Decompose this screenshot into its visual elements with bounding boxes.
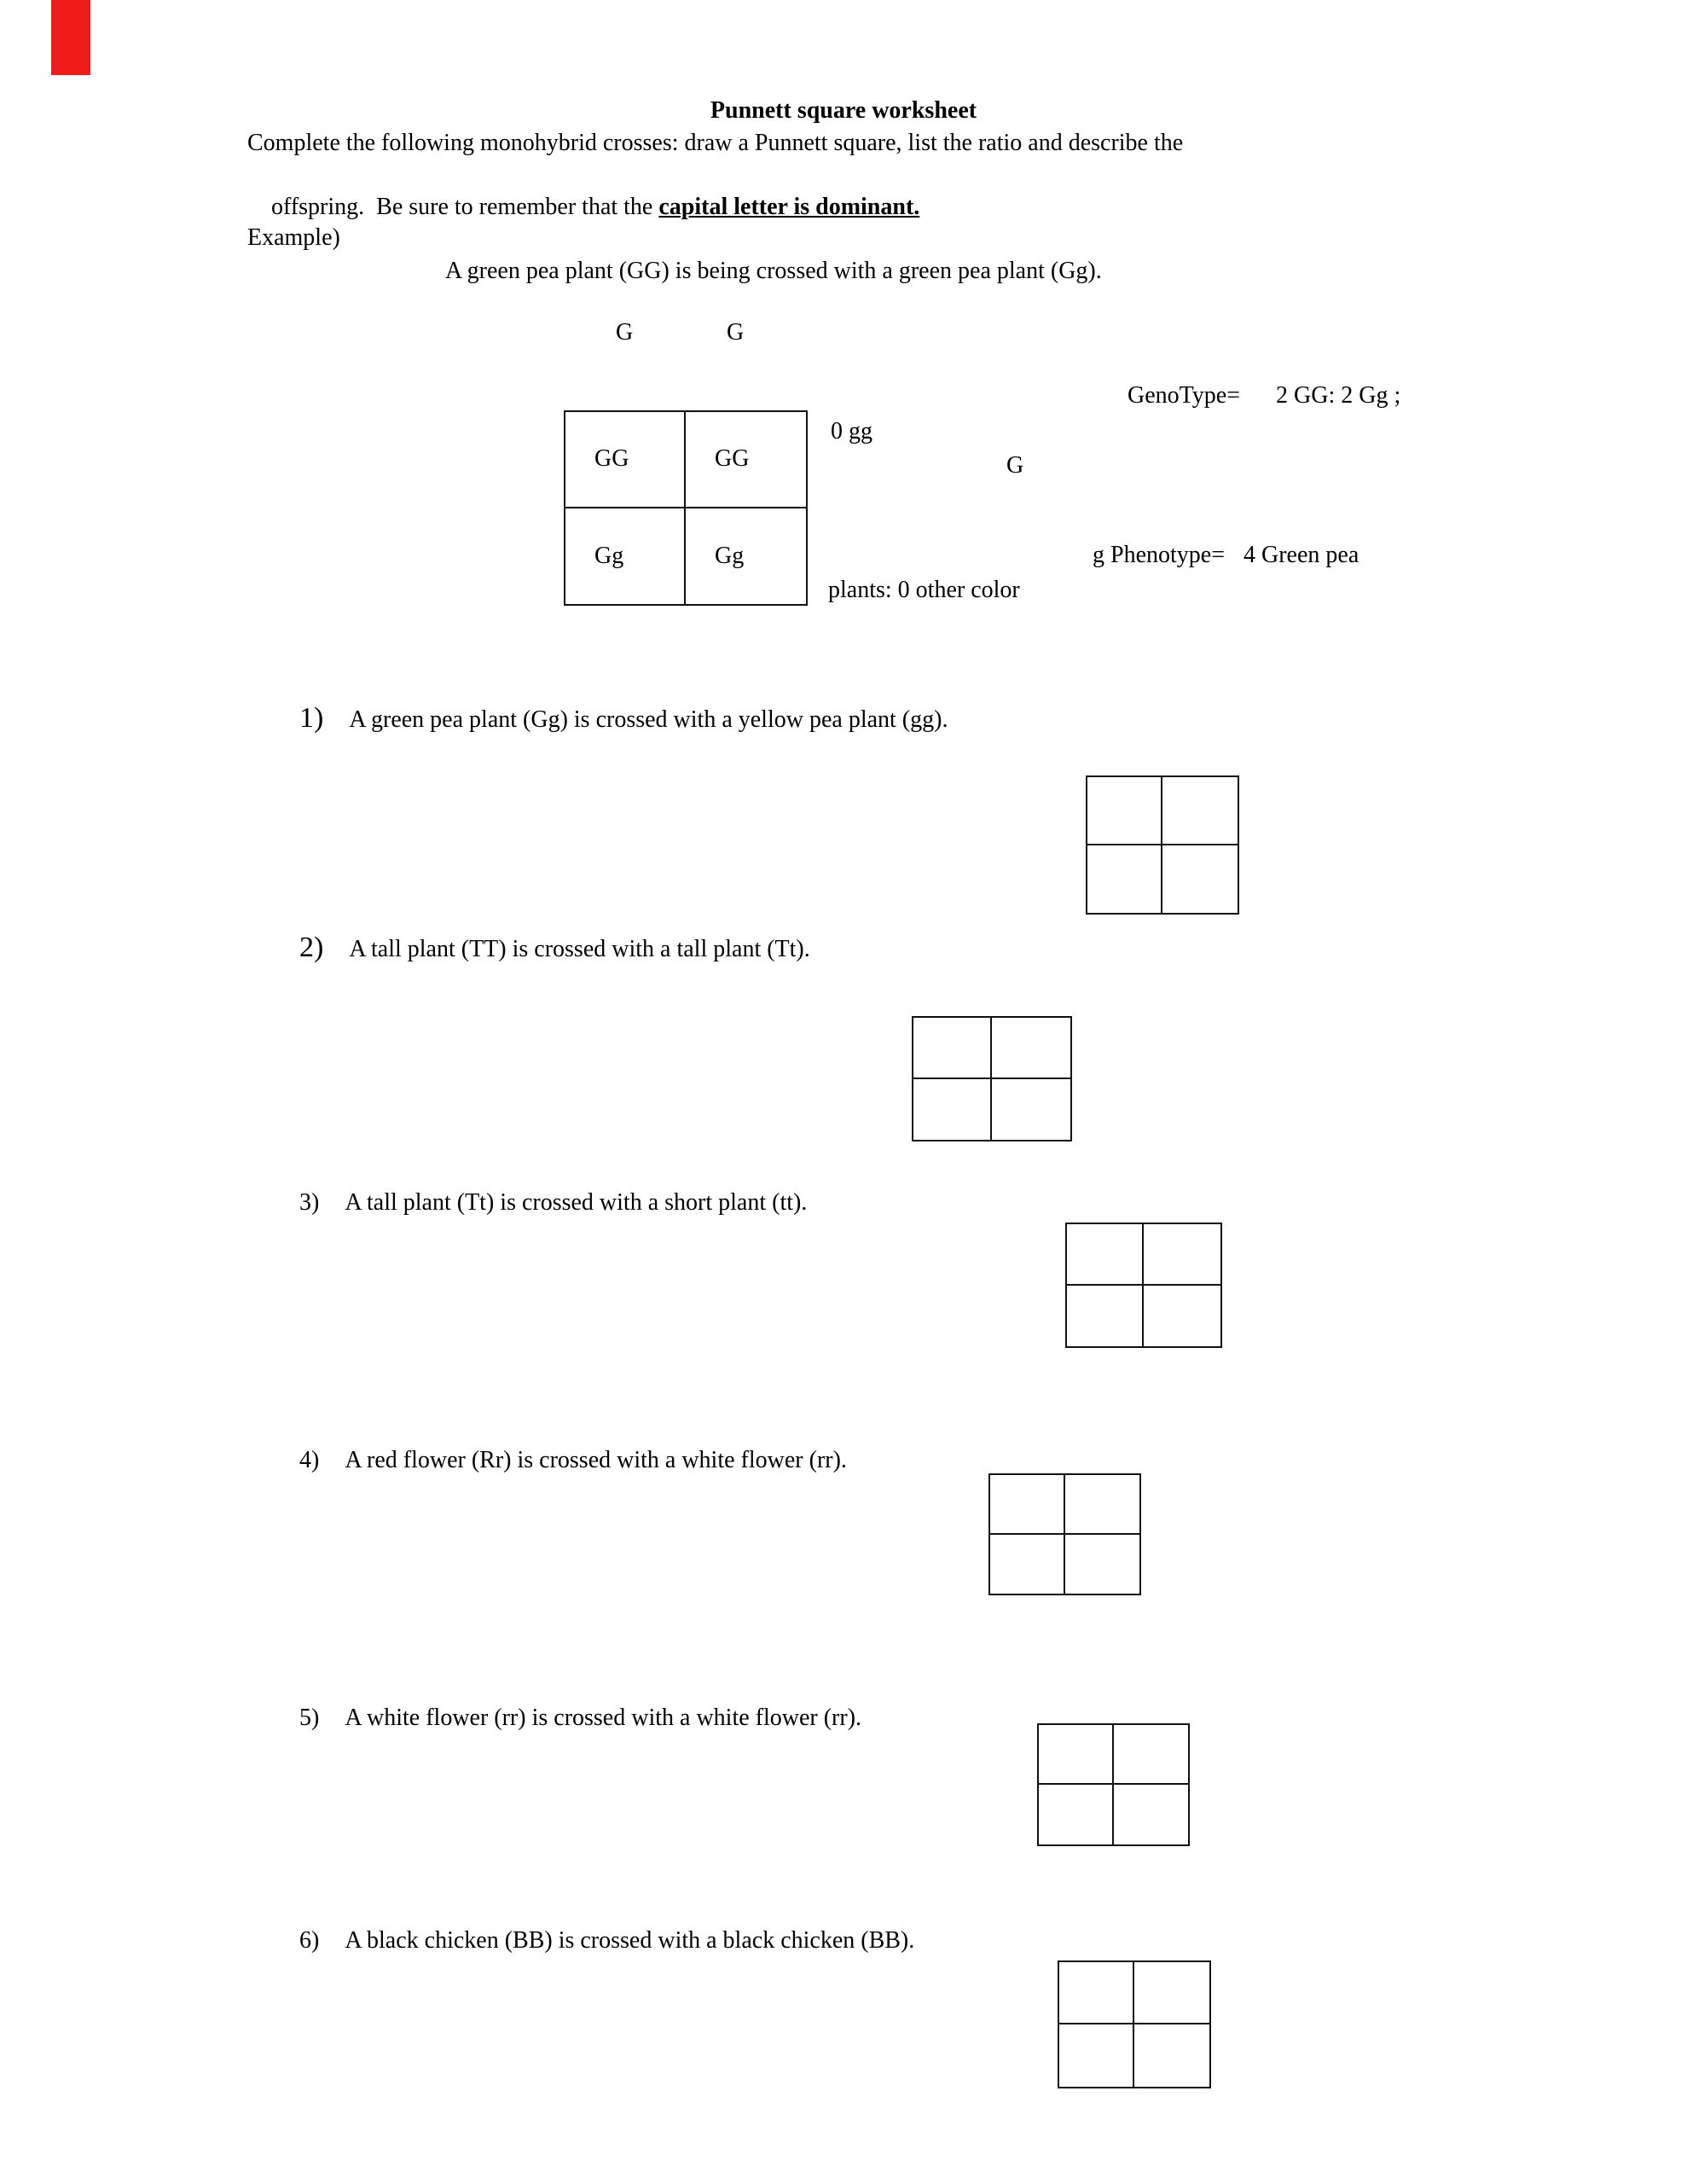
empty-cell <box>1065 1535 1140 1594</box>
page-title: Punnett square worksheet <box>710 97 977 124</box>
punnett-cell-3: Gg <box>565 508 686 605</box>
empty-cell <box>1087 777 1162 845</box>
example-annotation-bottom: plants: 0 other color <box>828 577 1020 603</box>
empty-cell <box>1067 1224 1144 1286</box>
punnett-square-empty-4 <box>988 1473 1141 1595</box>
problem-1-text: A green pea plant (Gg) is crossed with a yellow pea plant (gg). <box>349 706 948 733</box>
red-scan-mark <box>51 0 90 75</box>
example-side-header: G <box>1006 452 1024 479</box>
empty-cell <box>1067 1286 1144 1347</box>
empty-cell <box>1144 1224 1220 1286</box>
empty-cell <box>1162 845 1238 914</box>
problem-6-text: A black chicken (BB) is crossed with a black chicken (BB). <box>345 1927 915 1954</box>
problem-5-number: 5) <box>299 1705 320 1731</box>
punnett-cell-4: Gg <box>715 542 745 569</box>
punnett-cell-2: GG <box>686 412 806 508</box>
empty-cell <box>1059 2024 1134 2087</box>
empty-cell <box>1114 1785 1189 1844</box>
empty-cell <box>1087 845 1162 914</box>
empty-cell <box>1039 1785 1114 1844</box>
problem-4-text: A red flower (Rr) is crossed with a white flower (rr). <box>345 1447 847 1473</box>
example-col-header-2: G <box>727 319 745 346</box>
example-col-header-1: G <box>616 319 634 346</box>
problem-1 <box>299 702 948 735</box>
problem-6-number: 6) <box>299 1927 320 1954</box>
problem-4 <box>299 1447 847 1474</box>
phenotype-line <box>1093 542 1359 569</box>
empty-cell <box>913 1018 992 1079</box>
empty-cell <box>990 1535 1065 1594</box>
problem-6 <box>299 1927 914 1955</box>
problem-5 <box>299 1705 861 1732</box>
problem-3 <box>299 1189 807 1217</box>
empty-cell <box>1162 777 1238 845</box>
problem-1-number: 1) <box>299 702 324 734</box>
punnett-square-empty-5 <box>1037 1723 1190 1846</box>
empty-cell <box>1065 1475 1140 1535</box>
problem-3-number: 3) <box>299 1189 320 1216</box>
punnett-square-empty-2 <box>912 1016 1072 1141</box>
intro-line-1: Complete the following monohybrid crosses: draw a Punnett square, list the ratio and describe the <box>247 130 1184 156</box>
punnett-square-empty-1 <box>1086 775 1239 915</box>
empty-cell <box>990 1475 1065 1535</box>
problem-4-number: 4) <box>299 1447 320 1473</box>
intro-line-2-emphasis: capital letter is dominant. <box>658 194 920 221</box>
empty-cell <box>1114 1725 1189 1785</box>
empty-cell <box>1134 1962 1209 2024</box>
problem-2-text: A tall plant (TT) is crossed with a tall plant (Tt). <box>349 936 810 962</box>
example-annotation-top: 0 gg <box>831 418 872 444</box>
empty-cell <box>992 1018 1070 1079</box>
punnett-square-empty-6 <box>1058 1960 1211 2088</box>
punnett-cell-1: GG <box>565 412 686 508</box>
empty-cell <box>992 1079 1070 1141</box>
empty-cell <box>1134 2024 1209 2087</box>
problem-5-text: A white flower (rr) is crossed with a white flower (rr). <box>345 1705 862 1731</box>
problem-2-number: 2) <box>299 932 324 963</box>
phenotype-value: 4 Green pea <box>1244 542 1359 568</box>
genotype-label: GenoType= <box>1128 382 1241 409</box>
intro-line-2 <box>247 161 919 254</box>
problem-3-text: A tall plant (Tt) is crossed with a short plant (tt). <box>345 1189 808 1216</box>
empty-cell <box>913 1079 992 1141</box>
example-label: Example) <box>247 224 340 251</box>
empty-cell <box>1144 1286 1220 1347</box>
intro-line-2-prefix: offspring. Be sure to remember that the <box>271 194 659 221</box>
empty-cell <box>1059 1962 1134 2024</box>
problem-2 <box>299 932 810 964</box>
example-cross-text: A green pea plant (GG) is being crossed with a green pea plant (Gg). <box>445 258 1102 284</box>
punnett-square-empty-3 <box>1065 1223 1222 1348</box>
example-punnett-square <box>564 410 808 606</box>
empty-cell <box>1039 1725 1114 1785</box>
genotype-value: 2 GG: 2 Gg ; <box>1276 382 1401 409</box>
genotype-line <box>1128 382 1400 410</box>
phenotype-label: g Phenotype= <box>1093 542 1225 568</box>
